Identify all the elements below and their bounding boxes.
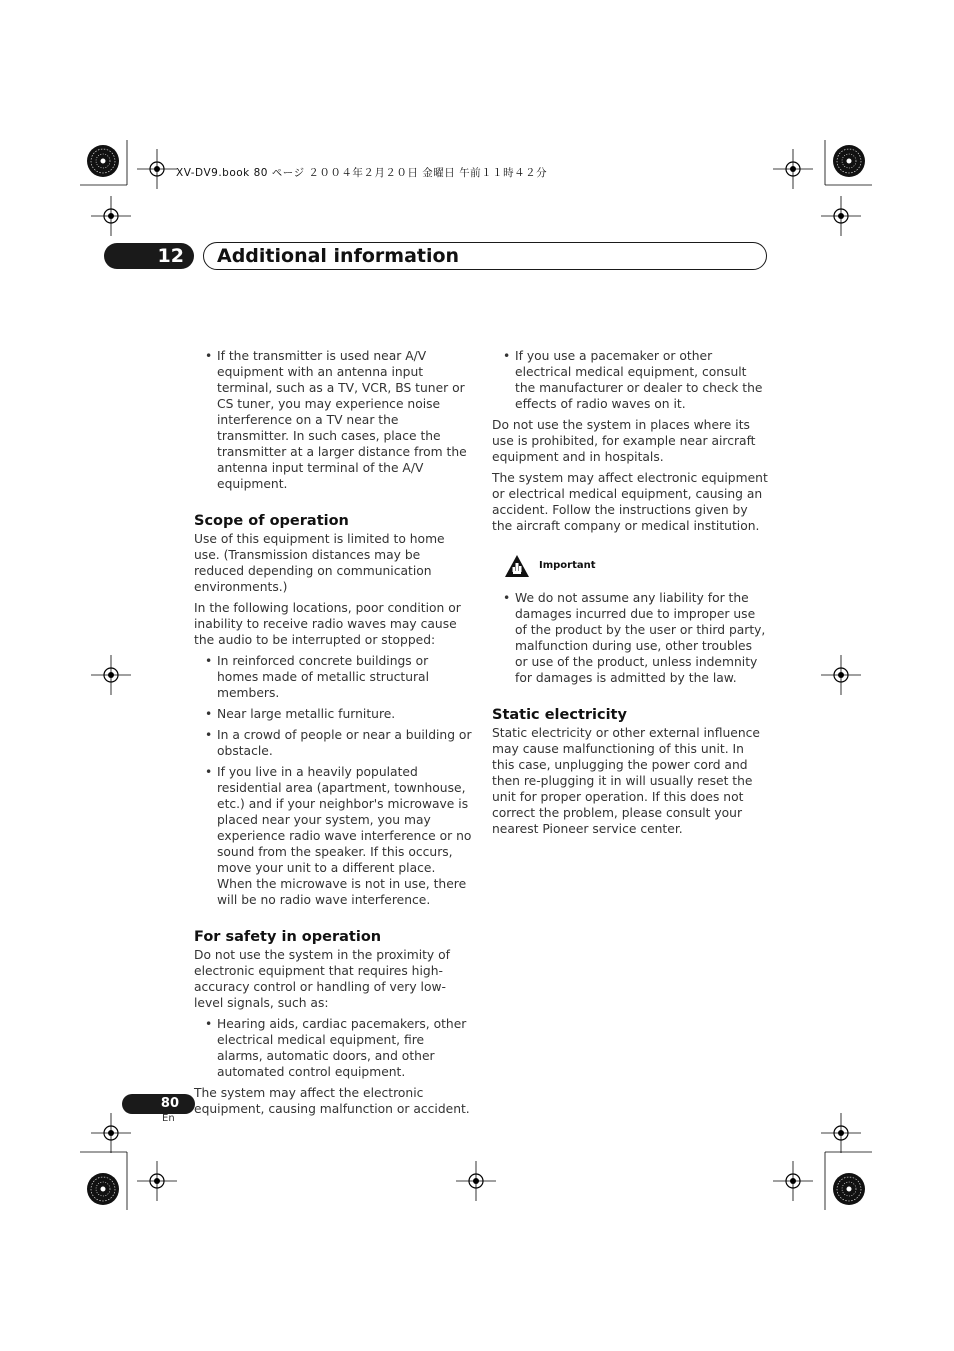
list-item: • Hearing aids, cardiac pacemakers, other electrical medical equipment, fire alarms, automatic doors, and other automated control equipment. xyxy=(194,1016,472,1080)
right-bullet-list xyxy=(492,348,768,412)
section-heading-safety: For safety in operation xyxy=(194,929,382,945)
important-notice xyxy=(504,554,768,578)
paragraph: Static electricity or other external influence may cause malfunctioning of this unit. In this case, unplugging the power cord and then re-plugging it in will usually reset the unit for proper operation. If this does not correct the problem, please consult your nearest Pioneer service center. xyxy=(492,726,760,836)
file-header: XV-DV9.book 80 ページ ２００４年２月２０日 金曜日 午前１１時４２分 xyxy=(176,167,548,179)
paragraph: The system may affect the electronic equipment, causing malfunction or accident. xyxy=(194,1086,470,1116)
list-item: • Near large metallic furniture. xyxy=(194,706,472,722)
important-label: Important xyxy=(539,560,596,571)
important-bullet-list xyxy=(492,590,768,686)
chapter-title: Additional information xyxy=(203,242,767,270)
list-item: • If you live in a heavily populated residential area (apartment, townhouse, etc.) and if your neighbor's microwave is placed near your system, you may experience radio wave interference or no sound from the speaker. If this occurs, move your unit to a different place. When the microwave is not in use, there will be no radio wave interference. xyxy=(194,764,472,908)
scope-bullet-list xyxy=(194,653,472,908)
list-item: • In reinforced concrete buildings or homes made of metallic structural members. xyxy=(194,653,472,701)
page-language: En xyxy=(162,1113,175,1124)
section-heading-static: Static electricity xyxy=(492,707,627,723)
list-item: • If you use a pacemaker or other electrical medical equipment, consult the manufacturer or dealer to check the effects of radio waves on it. xyxy=(492,348,768,412)
left-column xyxy=(194,348,472,1122)
list-item: • If the transmitter is used near A/V equipment with an antenna input terminal, such as a TV, VCR, BS tuner or CS tuner, you may experience noise interference on a TV near the transmitter. In such cases, place the transmitter at a larger distance from the antenna input terminal of the A/V equipment. xyxy=(194,348,472,492)
safety-bullet-list xyxy=(194,1016,472,1080)
section-heading-scope: Scope of operation xyxy=(194,513,349,529)
page-number: 80 xyxy=(122,1094,195,1114)
list-item: • We do not assume any liability for the damages incurred due to improper use of the product by the user or third party, malfunction during use, other troubles or use of the product, unless indemnity for damages is admitted by the law. xyxy=(492,590,768,686)
warning-hand-icon xyxy=(504,554,530,578)
paragraph: In the following locations, poor condition or inability to receive radio waves may cause the audio to be interrupted or stopped: xyxy=(194,601,461,647)
right-column xyxy=(492,348,768,842)
chapter-number: 12 xyxy=(104,243,194,269)
intro-bullet-list xyxy=(194,348,472,492)
list-item: • In a crowd of people or near a building or obstacle. xyxy=(194,727,472,759)
paragraph: Do not use the system in the proximity of electronic equipment that requires high-accuracy control or handling of very low-level signals, such as: xyxy=(194,948,450,1010)
paragraph: Use of this equipment is limited to home use. (Transmission distances may be reduced depending on communication environments.) xyxy=(194,532,445,594)
paragraph: The system may affect electronic equipment or electrical medical equipment, causing an accident. Follow the instructions given by the aircraft company or medical institution. xyxy=(492,471,768,533)
paragraph: Do not use the system in places where its use is prohibited, for example near aircraft equipment and in hospitals. xyxy=(492,418,756,464)
